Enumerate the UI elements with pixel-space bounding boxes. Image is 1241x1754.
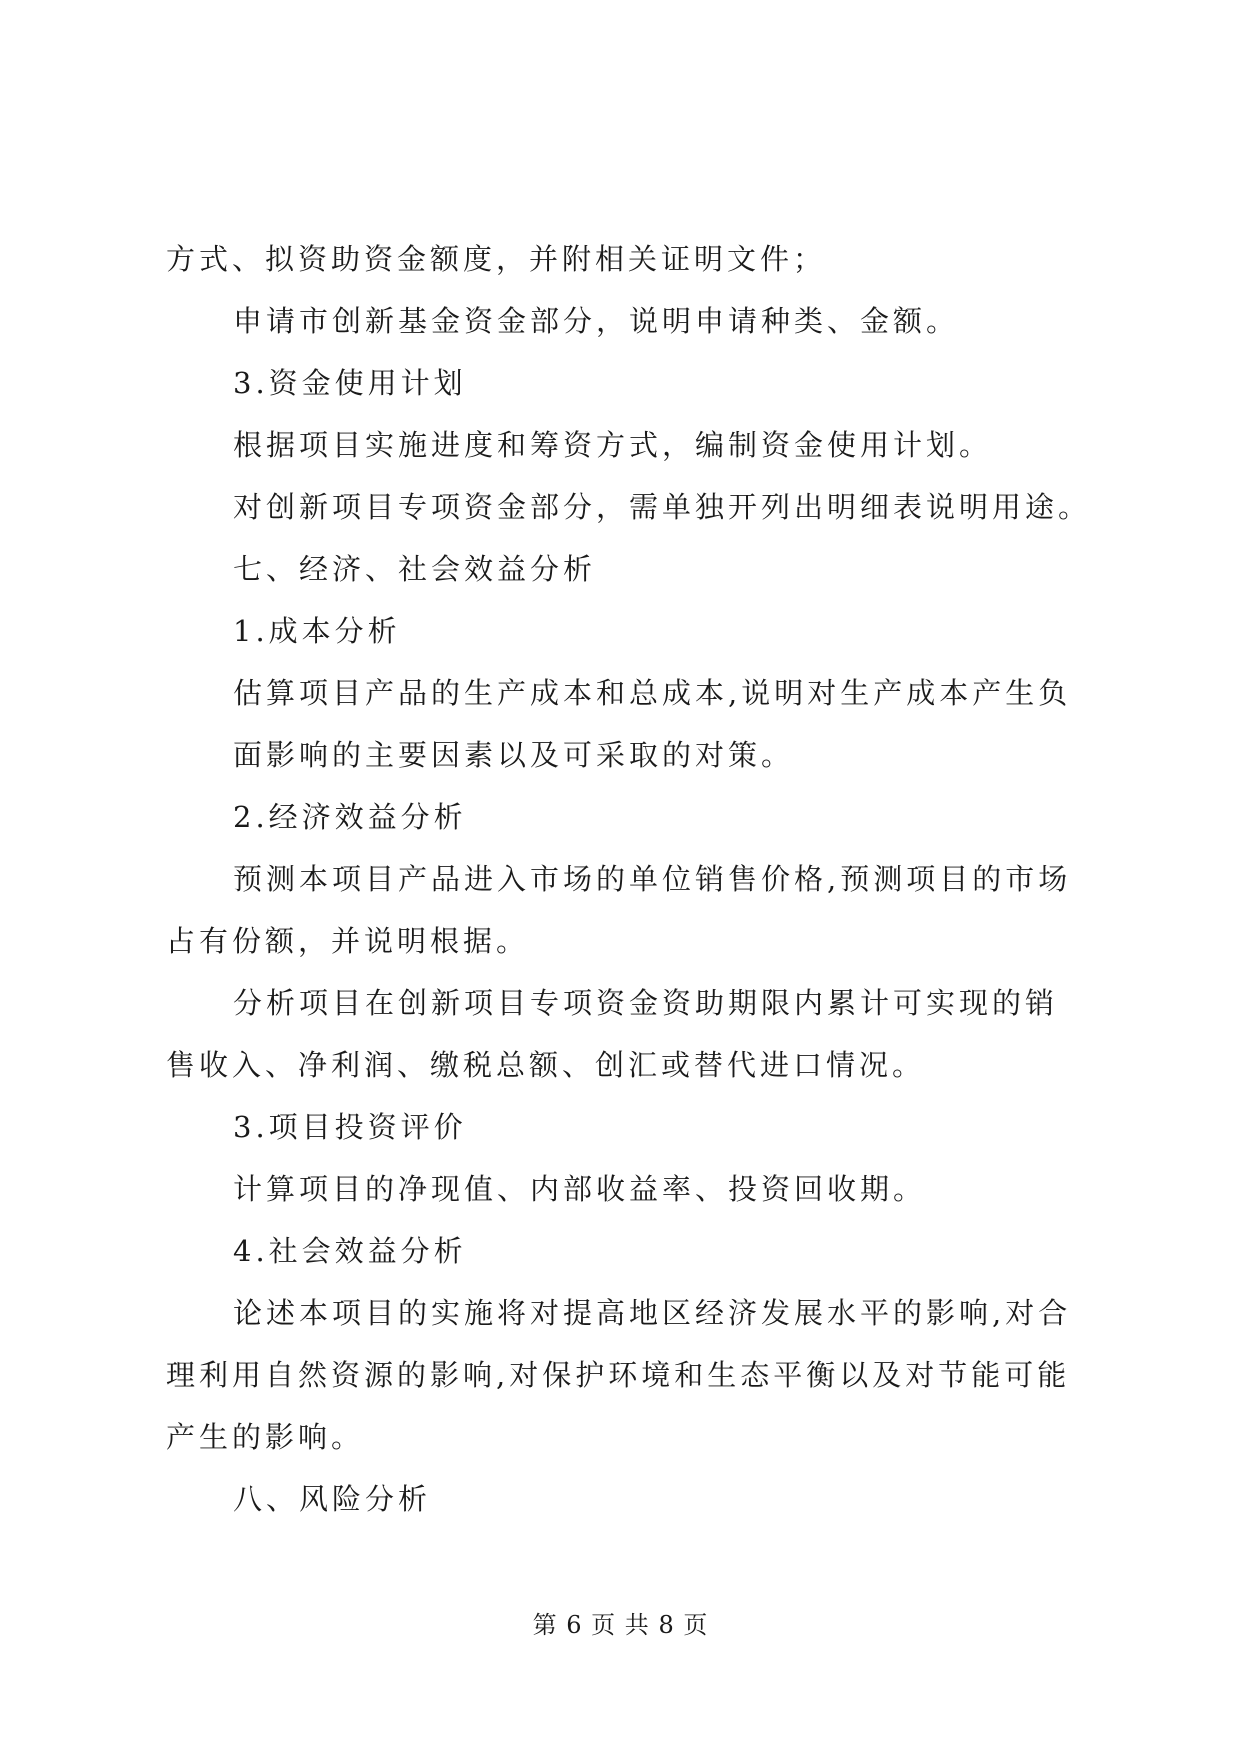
section-heading: 4.社会效益分析 (233, 1234, 467, 1268)
chapter-heading: 八、风险分析 (233, 1482, 432, 1516)
text-line: 占有份额，并说明根据。 (166, 924, 530, 958)
text-line: 论述本项目的实施将对提高地区经济发展水平的影响,对合 (233, 1296, 1072, 1330)
page-number: 第 6 页 共 8 页 (532, 1611, 709, 1639)
text-line: 产生的影响。 (166, 1420, 365, 1454)
text-line: 面影响的主要因素以及可采取的对策。 (233, 738, 795, 772)
document-body (166, 228, 1092, 1530)
text-line: 售收入、净利润、缴税总额、创汇或替代进口情况。 (166, 1048, 926, 1082)
section-heading: 2.经济效益分析 (233, 800, 467, 834)
text-line: 预测本项目产品进入市场的单位销售价格,预测项目的市场 (233, 862, 1072, 896)
text-line: 估算项目产品的生产成本和总成本,说明对生产成本产生负 (233, 676, 1072, 710)
text-line: 方式、拟资助资金额度，并附相关证明文件； (166, 242, 827, 276)
section-heading: 3.项目投资评价 (233, 1110, 467, 1144)
text-line: 计算项目的净现值、内部收益率、投资回收期。 (233, 1172, 927, 1206)
text-line: 分析项目在创新项目专项资金资助期限内累计可实现的销 (233, 986, 1059, 1020)
text-line: 申请市创新基金资金部分，说明申请种类、金额。 (233, 304, 960, 338)
text-line: 理利用自然资源的影响,对保护环境和生态平衡以及对节能可能 (166, 1358, 1071, 1392)
chapter-heading: 七、经济、社会效益分析 (233, 552, 597, 586)
section-heading: 1.成本分析 (233, 614, 401, 648)
text-line: 对创新项目专项资金部分，需单独开列出明细表说明用途。 (233, 490, 1092, 524)
section-heading: 3.资金使用计划 (233, 366, 467, 400)
text-line: 根据项目实施进度和筹资方式，编制资金使用计划。 (233, 428, 993, 462)
